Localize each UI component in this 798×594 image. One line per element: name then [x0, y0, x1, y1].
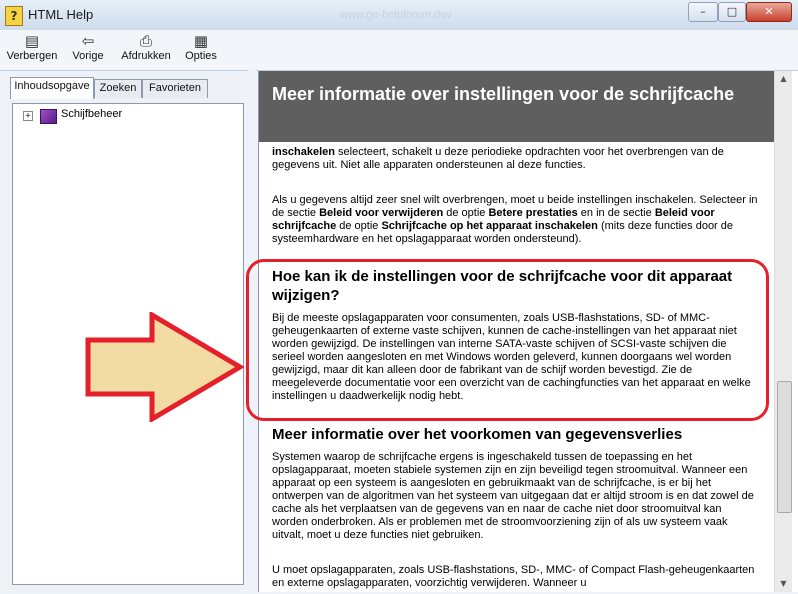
expand-icon[interactable]: + — [23, 111, 33, 121]
content-pane — [258, 71, 798, 592]
maximize-button[interactable]: □ — [718, 2, 746, 22]
hide-label: Verbergen — [6, 50, 58, 62]
print-label: Afdrukken — [121, 50, 171, 62]
options-button[interactable] — [182, 32, 220, 68]
section-body-data-loss-2: U moet opslagapparaten, zoals USB-flashstations, SD-, MMC- of Compact Flash-geheugenkaarten en externe opslagapparaten, voorzichtig verwijderen. Wanneer u — [272, 564, 755, 589]
toolbar — [0, 30, 798, 71]
options-icon: ▦ — [193, 32, 209, 50]
help-app-icon: ? — [5, 6, 23, 26]
tab-favorites[interactable]: Favorieten — [142, 79, 208, 98]
section-heading-change-settings: Hoe kan ik de instellingen voor de schrijfcache voor dit apparaat wijzigen? — [272, 268, 733, 304]
title-bar[interactable] — [0, 0, 798, 30]
hide-button[interactable] — [6, 32, 58, 68]
hide-pane-icon: ▤ — [24, 32, 40, 50]
section-heading-data-loss: Meer informatie over het voorkomen van gegevensverlies — [272, 426, 683, 443]
navigation-pane — [4, 74, 244, 590]
background-caption: www.ge-helpforum.dev — [340, 9, 452, 21]
print-button[interactable] — [118, 32, 174, 68]
scroll-thumb[interactable] — [777, 381, 792, 513]
window-title: HTML Help — [28, 7, 94, 22]
options-label: Opties — [185, 50, 217, 62]
page-title: Meer informatie over instellingen voor de schrijfcache — [272, 84, 735, 104]
back-label: Vorige — [72, 50, 104, 62]
tree-item-label[interactable]: Schijfbeheer — [61, 108, 123, 120]
topic-header — [259, 71, 774, 142]
pane-splitter[interactable] — [248, 70, 256, 594]
minimize-button[interactable]: – — [688, 2, 718, 22]
contents-tree[interactable] — [12, 103, 244, 585]
section-body-data-loss: Systemen waarop de schrijfcache ergens is ingeschakeld tussen de toepassing en het opslagapparaat, moeten stabiele systemen zijn en zijn beveiligd tegen stroomuitval. Wanneer een apparaat op een systeem is aangesloten en gebruikmaakt van de schrijfcache, is er bij het ontwerpen van de algoritmen van het systeem van uitgegaan dat er altijd stroom is en dat zowel de cache als het verplaatsen van de gegevens van en naar de cache niet door stroomuitval kan worden onderbroken. Als er problemen met de stroomvoorziening zijn of als uw systeem vaak uitvalt, moet u deze functies niet gebruiken. — [272, 451, 754, 541]
back-button[interactable] — [68, 32, 108, 68]
section-body-change-settings: Bij de meeste opslagapparaten voor consumenten, zoals USB-flashstations, SD- of MMC-geheugenkaarten of externe vaste schijven, kunnen de cache-instellingen van het apparaat niet worden gewijzigd. De instellingen van interne SATA-vaste schijven of SCSI-vaste schijven die serieel worden aangesloten en met Windows worden geleverd, kunnen doorgaans wel worden gewijzigd, maar dit kan alleen door de fabrikant van de schijf worden bevestigd. Zie de meegeleverde documentatie voor een overzicht van de cachingfuncties van het apparaat en welke instellingen u daadwerkelijk nodig hebt. — [272, 312, 751, 402]
back-arrow-icon: ⇦ — [81, 32, 95, 50]
intro-paragraph: inschakelen selecteert, schakelt u deze periodieke opdrachten voor het overbrengen van de gegevens uit. Niet alle apparaten ondersteunen al deze functies. — [272, 146, 724, 171]
printer-icon: ⎙ — [139, 32, 152, 50]
book-icon — [40, 109, 57, 124]
tab-contents[interactable]: Inhoudsopgave — [10, 77, 94, 99]
vertical-scrollbar[interactable] — [774, 71, 792, 592]
tab-search[interactable]: Zoeken — [94, 79, 142, 98]
performance-paragraph: Als u gegevens altijd zeer snel wilt overbrengen, moet u beide instellingen inschakelen. Selecteer in de sectie Beleid voor verwijderen de optie Betere prestaties en in de sectie Beleid voor schrijfcache de optie Schrijfcache op het apparaat inschakelen (mits deze functies door de systeemhardware en het opslagapparaat worden ondersteund). — [272, 194, 758, 245]
close-button[interactable]: ✕ — [746, 2, 792, 22]
topic-body — [259, 142, 774, 592]
scroll-down-icon[interactable]: ▼ — [780, 579, 787, 588]
scroll-up-icon[interactable]: ▲ — [780, 74, 787, 83]
